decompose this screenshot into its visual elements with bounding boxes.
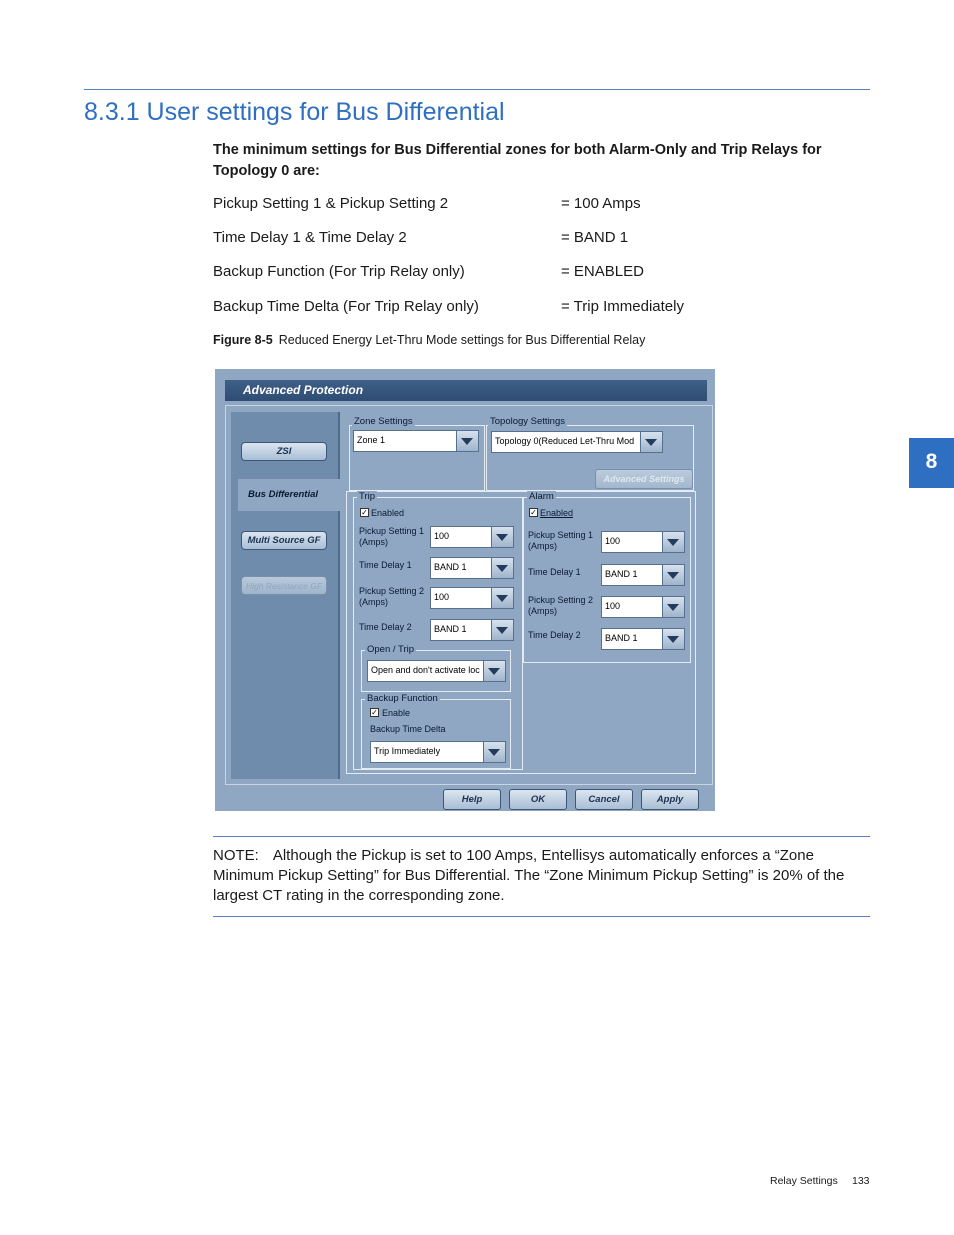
nav-high-resistance-gf-button[interactable]: High Resistance GF: [241, 576, 327, 595]
alarm-pickup1-label: Pickup Setting 1 (Amps): [528, 530, 594, 551]
chevron-down-icon[interactable]: [456, 431, 478, 451]
setting-value-backup-function: = ENABLED: [561, 263, 644, 280]
setting-label-delay: Time Delay 1 & Time Delay 2: [213, 229, 407, 246]
dialog-title: Advanced Protection: [225, 380, 707, 401]
open-trip-label: Open / Trip: [367, 644, 414, 655]
backup-enable-label: Enable: [382, 708, 411, 718]
alarm-pickup2-select[interactable]: [601, 596, 685, 618]
setting-value-delay: = BAND 1: [561, 229, 629, 246]
help-button[interactable]: Help: [443, 789, 501, 810]
nav-sidebar: [231, 412, 340, 779]
trip-delay2-select[interactable]: [430, 619, 514, 641]
trip-group-label: Trip: [359, 491, 376, 502]
note-top-rule: [213, 836, 870, 837]
topology-select-value: Topology 0(Reduced Let-Thru Mod: [495, 436, 635, 446]
chevron-down-icon[interactable]: [483, 742, 505, 762]
open-trip-value: Open and don't activate loc: [371, 665, 480, 675]
zone-settings-label: Zone Settings: [354, 416, 413, 427]
footer-section: Relay Settings: [770, 1175, 838, 1187]
chevron-down-icon[interactable]: [662, 565, 684, 585]
nav-multi-source-gf-button[interactable]: Multi Source GF: [241, 531, 327, 550]
figure-caption: [213, 333, 645, 347]
topology-settings-label: Topology Settings: [490, 416, 565, 427]
advanced-settings-button[interactable]: Advanced Settings: [595, 469, 693, 489]
trip-pickup2-value: 100: [434, 592, 450, 602]
section-heading: 8.3.1 User settings for Bus Differential: [84, 98, 505, 126]
alarm-delay1-value: BAND 1: [605, 569, 638, 579]
chevron-down-icon[interactable]: [662, 597, 684, 617]
setting-value-backup-delta: = Trip Immediately: [561, 298, 684, 315]
zone-select-value: Zone 1: [357, 435, 386, 445]
alarm-pickup1-value: 100: [605, 536, 621, 546]
open-trip-select[interactable]: [367, 660, 506, 682]
advanced-protection-dialog: [215, 369, 715, 811]
figure-caption-text: Reduced Energy Let-Thru Mode settings for Bus Differential Relay: [278, 333, 646, 347]
setting-label-pickup: Pickup Setting 1 & Pickup Setting 2: [213, 195, 449, 212]
alarm-delay2-label: Time Delay 2: [528, 630, 581, 640]
alarm-group-label: Alarm: [529, 491, 554, 502]
intro-text: The minimum settings for Bus Differential zones for both Alarm-Only and Trip Relays for Topology 0 are:: [213, 142, 822, 179]
chevron-down-icon[interactable]: [491, 558, 513, 578]
trip-pickup1-select[interactable]: [430, 526, 514, 548]
chevron-down-icon[interactable]: [640, 432, 662, 452]
setting-label-backup-delta: Backup Time Delta (For Trip Relay only): [213, 298, 479, 315]
trip-pickup1-label: Pickup Setting 1 (Amps): [359, 526, 425, 547]
backup-function-label: Backup Function: [367, 693, 438, 704]
trip-delay2-value: BAND 1: [434, 624, 467, 634]
chevron-down-icon[interactable]: [491, 527, 513, 547]
trip-enabled-checkbox[interactable]: ✓: [361, 508, 368, 517]
backup-enable-checkbox[interactable]: ✓: [371, 708, 378, 717]
alarm-delay1-label: Time Delay 1: [528, 567, 581, 577]
trip-pickup2-label: Pickup Setting 2 (Amps): [359, 586, 425, 607]
chevron-down-icon[interactable]: [662, 629, 684, 649]
alarm-enabled-label: Enabled: [540, 508, 574, 518]
chevron-down-icon[interactable]: [491, 588, 513, 608]
note-bottom-rule: [213, 916, 870, 917]
alarm-delay2-select[interactable]: [601, 628, 685, 650]
trip-pickup2-select[interactable]: [430, 587, 514, 609]
nav-zsi-button[interactable]: ZSI: [241, 442, 327, 461]
topology-select[interactable]: [491, 431, 663, 453]
cancel-button[interactable]: Cancel: [575, 789, 633, 810]
alarm-pickup2-label: Pickup Setting 2 (Amps): [528, 595, 594, 616]
trip-delay1-label: Time Delay 1: [359, 560, 412, 570]
figure-number: Figure 8-5: [213, 333, 273, 347]
alarm-delay1-select[interactable]: [601, 564, 685, 586]
note-paragraph: [213, 846, 868, 906]
nav-bus-differential-tab[interactable]: Bus Differential: [238, 479, 340, 511]
ok-button[interactable]: OK: [509, 789, 567, 810]
zone-select[interactable]: [353, 430, 479, 452]
chevron-down-icon[interactable]: [491, 620, 513, 640]
alarm-delay2-value: BAND 1: [605, 633, 638, 643]
backup-delta-value: Trip Immediately: [374, 746, 441, 756]
note-label: NOTE:: [213, 847, 259, 864]
alarm-pickup1-select[interactable]: [601, 531, 685, 553]
chapter-tab: 8: [909, 438, 954, 488]
alarm-pickup2-value: 100: [605, 601, 621, 611]
trip-delay1-select[interactable]: [430, 557, 514, 579]
apply-button[interactable]: Apply: [641, 789, 699, 810]
setting-label-backup-function: Backup Function (For Trip Relay only): [213, 263, 465, 280]
setting-value-pickup: = 100 Amps: [561, 195, 641, 212]
backup-delta-label: Backup Time Delta: [370, 724, 446, 734]
trip-delay1-value: BAND 1: [434, 562, 467, 572]
chevron-down-icon[interactable]: [662, 532, 684, 552]
chevron-down-icon[interactable]: [483, 661, 505, 681]
trip-pickup1-value: 100: [434, 531, 450, 541]
trip-enabled-label: Enabled: [371, 508, 405, 518]
alarm-enabled-checkbox[interactable]: ✓: [530, 508, 537, 517]
trip-delay2-label: Time Delay 2: [359, 622, 412, 632]
backup-delta-select[interactable]: [370, 741, 506, 763]
note-text: Although the Pickup is set to 100 Amps, Entellisys automatically enforces a “Zone Minimum Pickup Setting” for Bus Differential. The “Zone Minimum Pickup Setting” is 20% of the largest CT rating in the corresponding zone.: [213, 847, 845, 904]
footer-page-number: 133: [852, 1175, 870, 1187]
top-rule: [84, 89, 870, 90]
